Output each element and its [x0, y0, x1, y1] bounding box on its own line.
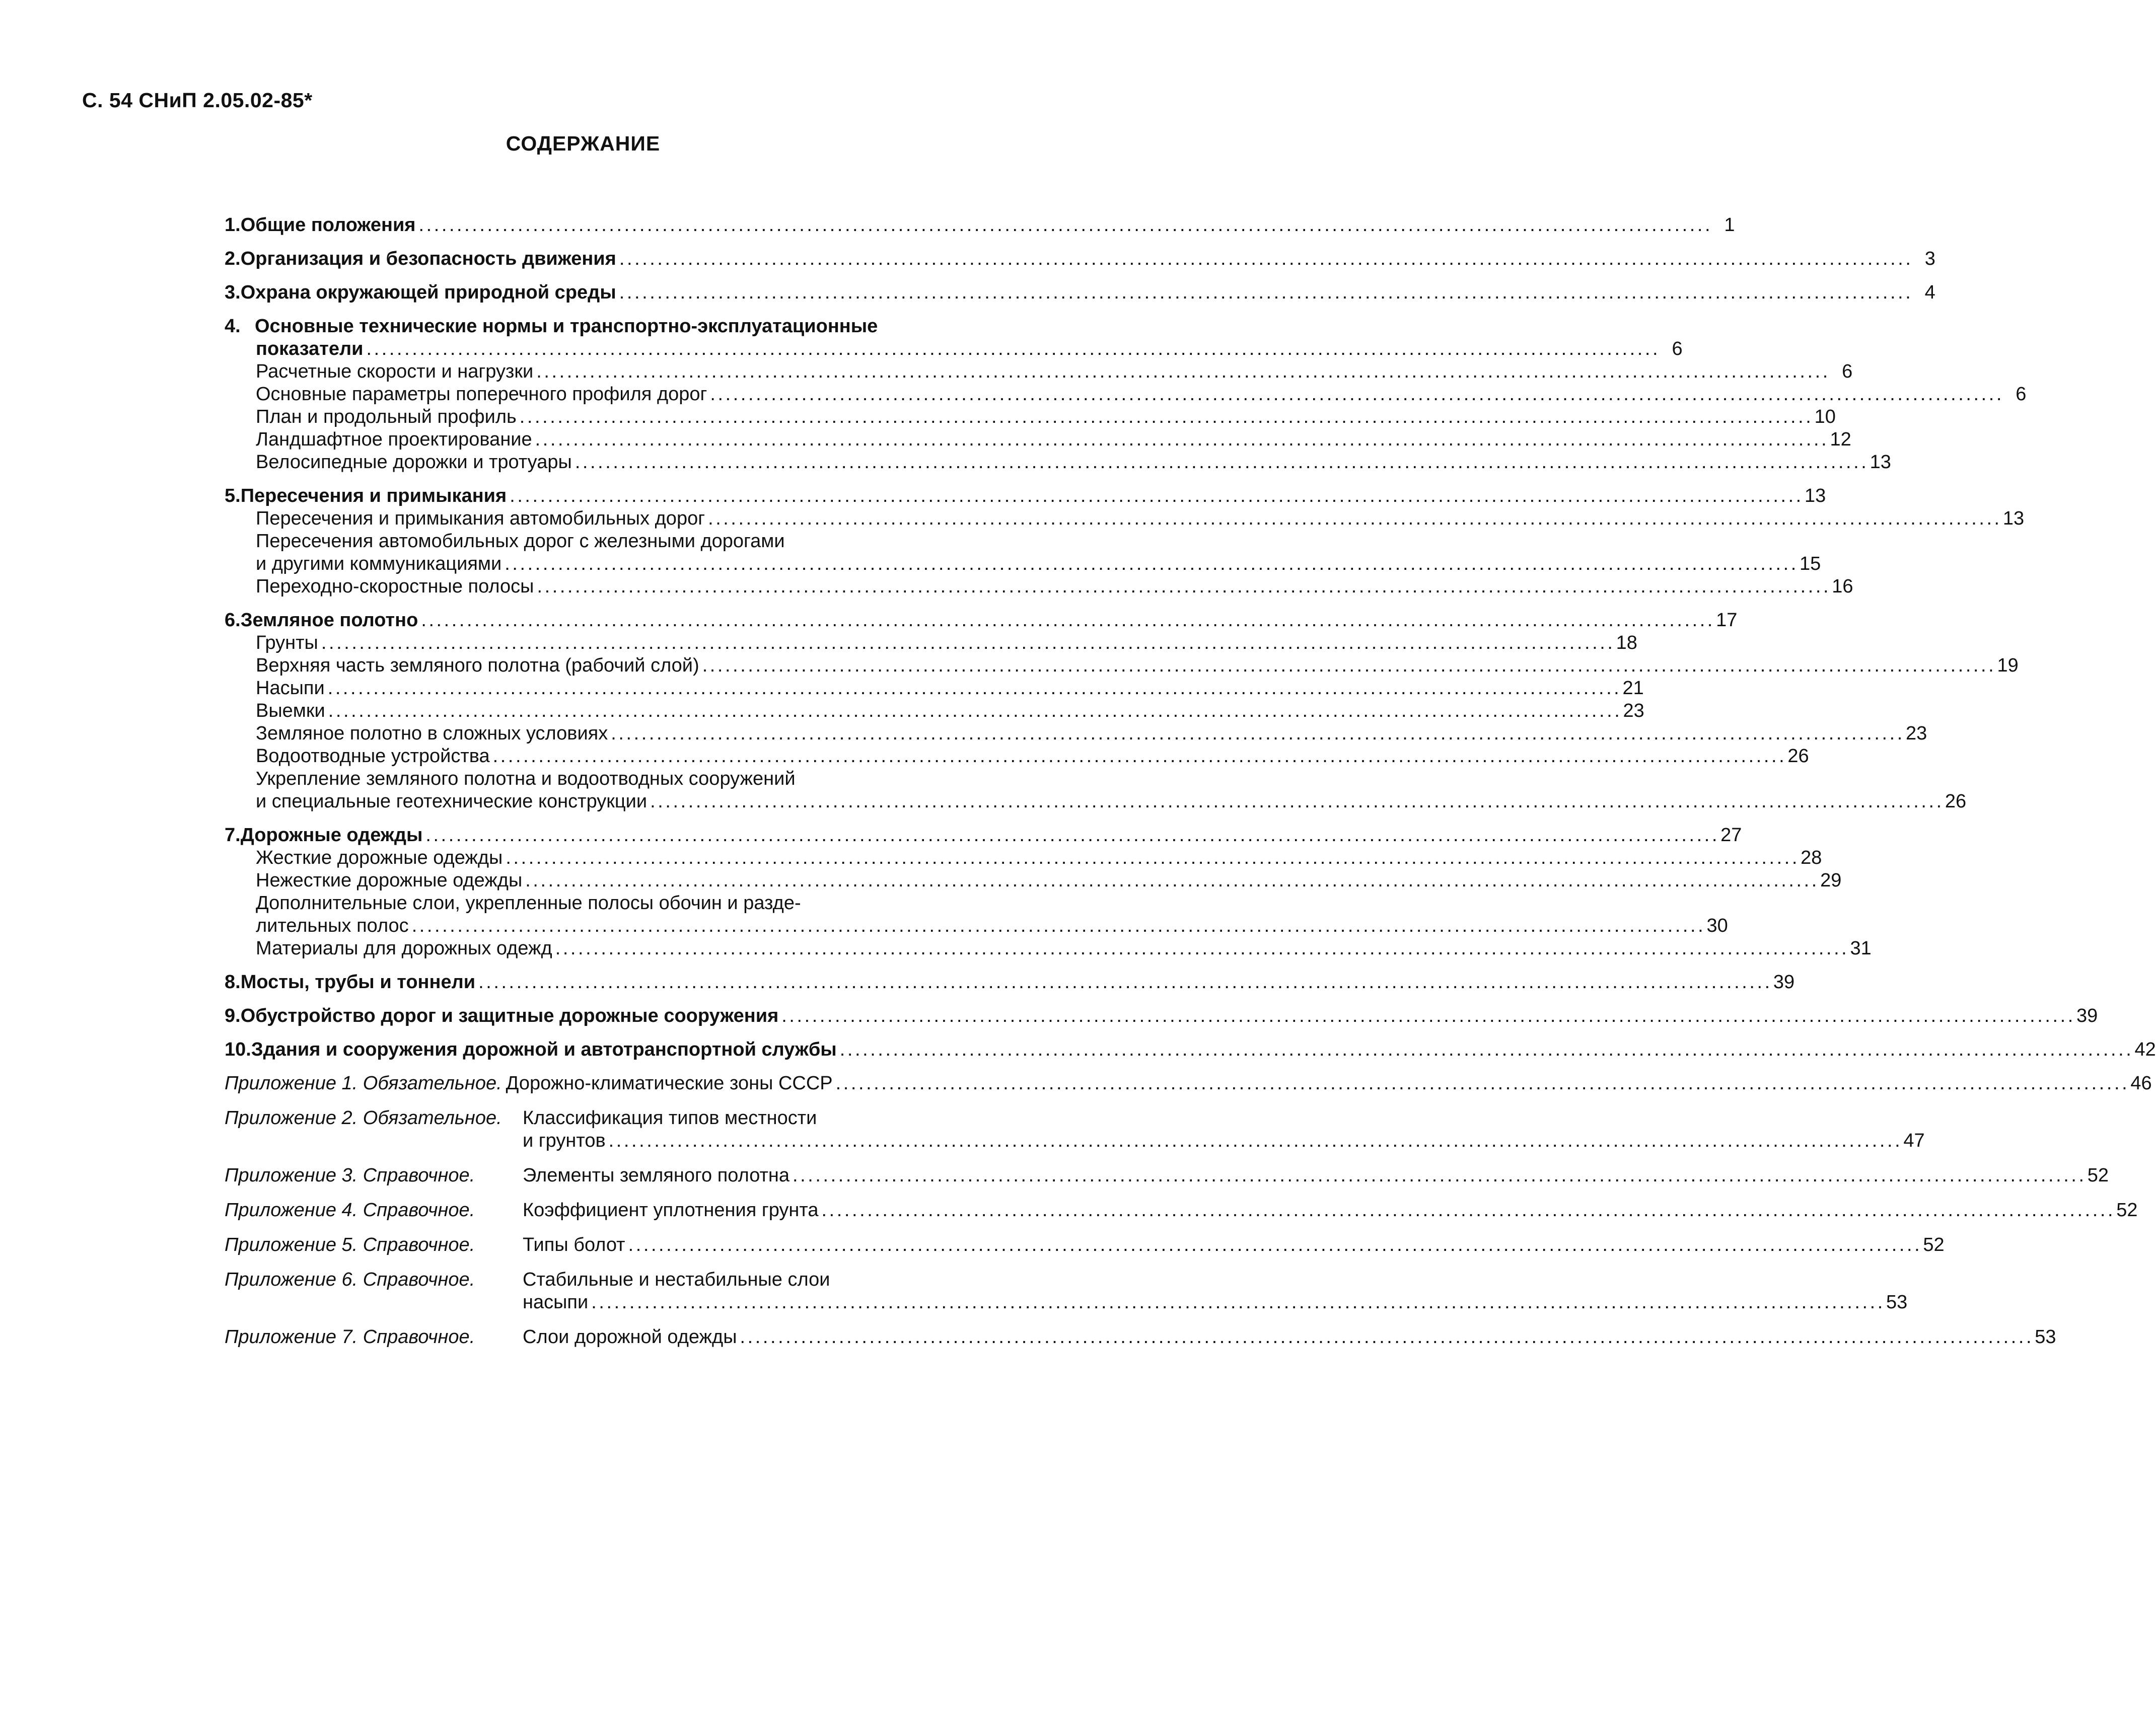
- page-number: 47: [1903, 1130, 1925, 1151]
- entry-title: Материалы для дорожных одежд: [256, 938, 552, 959]
- dot-leader: [510, 485, 1800, 507]
- entry-title: Организация и безопасность движения: [240, 248, 616, 269]
- page-number: 53: [1886, 1292, 1908, 1313]
- toc-line: [225, 248, 1935, 270]
- toc-line: [225, 609, 1738, 632]
- page-number: 3: [1924, 248, 1935, 269]
- page-number: 52: [2087, 1165, 2109, 1186]
- dot-leader: [740, 1326, 2030, 1349]
- subsection-entry: [225, 745, 1809, 768]
- subsection-entry: [225, 383, 2027, 406]
- appendix-body: [523, 1269, 1907, 1314]
- dot-leader: [793, 1164, 2082, 1187]
- toc-line: [225, 1038, 2156, 1061]
- dot-leader: [328, 700, 1618, 722]
- dot-leader: [836, 1072, 2126, 1095]
- toc-section: [225, 1038, 2156, 1061]
- toc-line: [523, 1130, 1925, 1152]
- appendix-entry: [225, 1234, 1945, 1256]
- entry-title: Грунты: [256, 632, 318, 653]
- appendix-entry: [225, 1326, 2056, 1349]
- entry-title: Земляное полотно в сложных условиях: [256, 723, 608, 744]
- entry-title: Обустройство дорог и защитные дорожные сооружения: [240, 1005, 779, 1026]
- subsection-entry: [225, 790, 1967, 813]
- appendix-entry: [225, 1164, 2109, 1187]
- entry-title: Ландшафтное проектирование: [256, 429, 532, 450]
- appendix-label: Приложение 2. Обязательное.: [225, 1107, 502, 1129]
- section-number: 9.: [225, 1005, 241, 1026]
- page-number: 19: [1997, 655, 2019, 676]
- dot-leader: [328, 677, 1618, 700]
- appendix-body: [523, 1164, 2109, 1187]
- appendix-body: [523, 1107, 1925, 1152]
- dot-leader: [520, 406, 1810, 428]
- toc-section: [225, 824, 1872, 960]
- page-number: 17: [1716, 610, 1738, 631]
- dot-leader: [412, 915, 1702, 937]
- entry-title: Элементы земляного полотна: [523, 1165, 790, 1186]
- section-number: 3.: [225, 282, 241, 303]
- dot-leader: [425, 824, 1715, 847]
- subsection-entry: [225, 847, 1822, 869]
- toc-line: [225, 214, 1735, 237]
- subsection-entry: [225, 632, 1637, 654]
- section-title-line: [225, 315, 945, 338]
- dot-leader: [781, 1005, 2071, 1027]
- page-number: 39: [2076, 1005, 2098, 1026]
- page-number: 23: [1623, 700, 1644, 721]
- dot-leader: [710, 383, 2000, 406]
- subsection-entry: [225, 360, 1853, 383]
- toc-line: [523, 1199, 2138, 1222]
- section-number: 8.: [225, 972, 241, 993]
- dot-leader: [536, 360, 1826, 383]
- section-number: 1.: [225, 214, 241, 236]
- appendix-body: [523, 1326, 2056, 1349]
- page-number: 26: [1787, 746, 1809, 767]
- dot-leader: [702, 654, 1992, 677]
- page-number: 4: [1924, 282, 1935, 303]
- toc-section: [225, 609, 2019, 813]
- section-number: 7.: [225, 825, 241, 846]
- dot-leader: [418, 214, 1708, 237]
- subsection-title-line: Укрепление земляного полотна и водоотводных сооружений: [256, 768, 796, 789]
- toc-section: [225, 315, 2027, 474]
- subsection-entry: [225, 553, 1821, 575]
- entry-title: Насыпи: [256, 678, 325, 699]
- page-number: 16: [1832, 576, 1853, 597]
- page-number: 29: [1820, 870, 1842, 891]
- toc-line: [225, 1005, 2098, 1027]
- appendix-entry: [225, 1199, 2138, 1222]
- entry-title: Основные параметры поперечного профиля дорог: [256, 384, 707, 405]
- subsection-entry: [225, 677, 1644, 700]
- appendix-label: Приложение 1. Обязательное.: [225, 1073, 502, 1094]
- appendix-entry: [225, 1107, 1925, 1152]
- subsection-entry: [225, 869, 1842, 892]
- appendix-body: [523, 1199, 2138, 1222]
- toc-line: [523, 1291, 1907, 1314]
- entry-title: Пересечения и примыкания автомобильных дорог: [256, 508, 705, 529]
- subsection-entry: [225, 654, 2019, 677]
- section-number: 2.: [225, 248, 241, 269]
- page-number: 1: [1724, 214, 1735, 236]
- page-number: 13: [1804, 485, 1826, 506]
- subsection-entry: [225, 937, 1872, 960]
- page-number: 30: [1706, 915, 1728, 936]
- entry-title: лительных полос: [256, 915, 409, 936]
- toc-section: [225, 1005, 2098, 1027]
- page-number: 13: [1870, 452, 1891, 473]
- dot-leader: [555, 937, 1845, 960]
- entry-title: Верхняя часть земляного полотна (рабочий слой): [256, 655, 699, 676]
- page-number: 26: [1945, 791, 1967, 812]
- appendix-title-line: Классификация типов местности: [523, 1107, 817, 1129]
- entry-title: Земляное полотно: [240, 610, 418, 631]
- dot-leader: [505, 553, 1794, 575]
- page-number: 6: [2016, 384, 2027, 405]
- page-number: 6: [1842, 361, 1853, 382]
- toc-line: [225, 485, 1826, 507]
- dot-leader: [478, 971, 1768, 994]
- toc-section: [225, 214, 1735, 237]
- toc-line: [523, 1164, 2109, 1187]
- section-title-part: Основные технические нормы и транспортно-эксплуатационные: [255, 316, 878, 337]
- table-of-contents: [225, 214, 2156, 1361]
- appendix-label: Приложение 6. Справочное.: [225, 1269, 475, 1290]
- entry-title: Слои дорожной одежды: [523, 1326, 737, 1348]
- toc-line: [523, 1234, 1945, 1256]
- entry-title: насыпи: [523, 1292, 589, 1313]
- dot-leader: [822, 1199, 2112, 1222]
- dot-leader: [611, 722, 1901, 745]
- toc-line: [225, 824, 1742, 847]
- entry-title: Дорожно-климатические зоны СССР: [506, 1073, 833, 1094]
- page-number: 13: [2002, 508, 2025, 529]
- subsection-entry: [225, 406, 1836, 428]
- entry-title: Нежесткие дорожные одежды: [256, 870, 523, 891]
- page-number: 21: [1622, 678, 1644, 699]
- toc-section: [225, 971, 1795, 994]
- dot-leader: [537, 575, 1827, 598]
- toc-line: [225, 281, 1935, 304]
- section-number: 10.: [225, 1039, 251, 1060]
- dot-leader: [628, 1234, 1918, 1256]
- toc-section: [225, 248, 1935, 270]
- entry-title: Мосты, трубы и тоннели: [240, 972, 476, 993]
- subsection-entry: [225, 915, 1728, 937]
- section-number: 4.: [225, 316, 241, 337]
- subsection-title-line: Пересечения автомобильных дорог с железными дорогами: [256, 531, 785, 552]
- appendix-body: [523, 1234, 1945, 1256]
- dot-leader: [650, 790, 1940, 813]
- entry-title: Общие положения: [240, 214, 416, 236]
- appendix-label: Приложение 7. Справочное.: [225, 1326, 475, 1348]
- entry-title: и специальные геотехнические конструкции: [256, 791, 648, 812]
- entry-title: Пересечения и примыкания: [240, 485, 507, 506]
- dot-leader: [367, 338, 1657, 360]
- entry-title: и грунтов: [523, 1130, 606, 1151]
- dot-leader: [708, 507, 1998, 530]
- toc-line: [225, 338, 1683, 360]
- dot-leader: [575, 451, 1865, 474]
- entry-title: показатели: [256, 338, 364, 359]
- page-number: 46: [2130, 1073, 2152, 1094]
- page-number: 6: [1672, 338, 1683, 359]
- appendix-title-line: Стабильные и нестабильные слои: [523, 1269, 830, 1290]
- dot-leader: [591, 1291, 1881, 1314]
- page-number: 31: [1850, 938, 1872, 959]
- toc-line: [506, 1072, 2152, 1095]
- appendix-label: Приложение 3. Справочное.: [225, 1165, 475, 1186]
- subsection-entry: [225, 575, 1853, 598]
- entry-title: Типы болот: [523, 1234, 625, 1255]
- dot-leader: [321, 632, 1611, 654]
- dot-leader: [840, 1038, 2130, 1061]
- appendix-entry: [225, 1072, 2152, 1095]
- entry-title: и другими коммуникациями: [256, 553, 502, 574]
- dot-leader: [506, 847, 1795, 869]
- page-number: 53: [2035, 1326, 2056, 1348]
- dot-leader: [535, 428, 1825, 451]
- entry-title: Переходно-скоростные полосы: [256, 576, 534, 597]
- entry-title: Велосипедные дорожки и тротуары: [256, 452, 572, 473]
- page-number: 10: [1814, 406, 1836, 427]
- page-header: С. 54 СНиП 2.05.02-85*: [82, 89, 313, 112]
- entry-title: Водоотводные устройства: [256, 746, 490, 767]
- toc-line: [523, 1326, 2056, 1349]
- page-title: СОДЕРЖАНИЕ: [506, 132, 661, 155]
- entry-title: План и продольный профиль: [256, 406, 517, 427]
- subsection-entry: [225, 722, 1927, 745]
- dot-leader: [609, 1130, 1899, 1152]
- subsection-entry: [225, 700, 1644, 722]
- dot-leader: [421, 609, 1711, 632]
- page-number: 27: [1720, 825, 1742, 846]
- page-number: 23: [1906, 723, 1927, 744]
- appendix-label: Приложение 4. Справочное.: [225, 1200, 475, 1221]
- dot-leader: [525, 869, 1815, 892]
- entry-title: Выемки: [256, 700, 325, 721]
- entry-title: Расчетные скорости и нагрузки: [256, 361, 534, 382]
- toc-section: [225, 281, 1935, 304]
- page-number: 39: [1773, 972, 1795, 993]
- entry-title: Жесткие дорожные одежды: [256, 847, 503, 868]
- page-number: 42: [2134, 1039, 2156, 1060]
- dot-leader: [493, 745, 1783, 768]
- toc-line: [225, 971, 1795, 994]
- appendix-label: Приложение 5. Справочное.: [225, 1234, 475, 1255]
- appendix-body: [506, 1072, 2152, 1095]
- page-number: 52: [2116, 1200, 2138, 1221]
- page-number: 12: [1830, 429, 1851, 450]
- subsection-entry: [225, 428, 1851, 451]
- page-number: 28: [1801, 847, 1822, 868]
- dot-leader: [619, 248, 1909, 270]
- entry-title: Коэффициент уплотнения грунта: [523, 1200, 819, 1221]
- appendix-entry: [225, 1269, 1908, 1314]
- section-number: 6.: [225, 610, 241, 631]
- page-number: 15: [1800, 553, 1821, 574]
- dot-leader: [619, 281, 1909, 304]
- page-number: 18: [1616, 632, 1637, 653]
- subsection-entry: [225, 507, 2025, 530]
- entry-title: Охрана окружающей природной среды: [240, 282, 616, 303]
- page-number: 52: [1923, 1234, 1945, 1255]
- entry-title: Здания и сооружения дорожной и автотранспортной службы: [251, 1039, 837, 1060]
- entry-title: Дорожные одежды: [240, 825, 423, 846]
- toc-section: [225, 485, 2025, 598]
- subsection-title-line: Дополнительные слои, укрепленные полосы обочин и разде-: [256, 893, 801, 914]
- subsection-entry: [225, 451, 1891, 474]
- section-number: 5.: [225, 485, 241, 506]
